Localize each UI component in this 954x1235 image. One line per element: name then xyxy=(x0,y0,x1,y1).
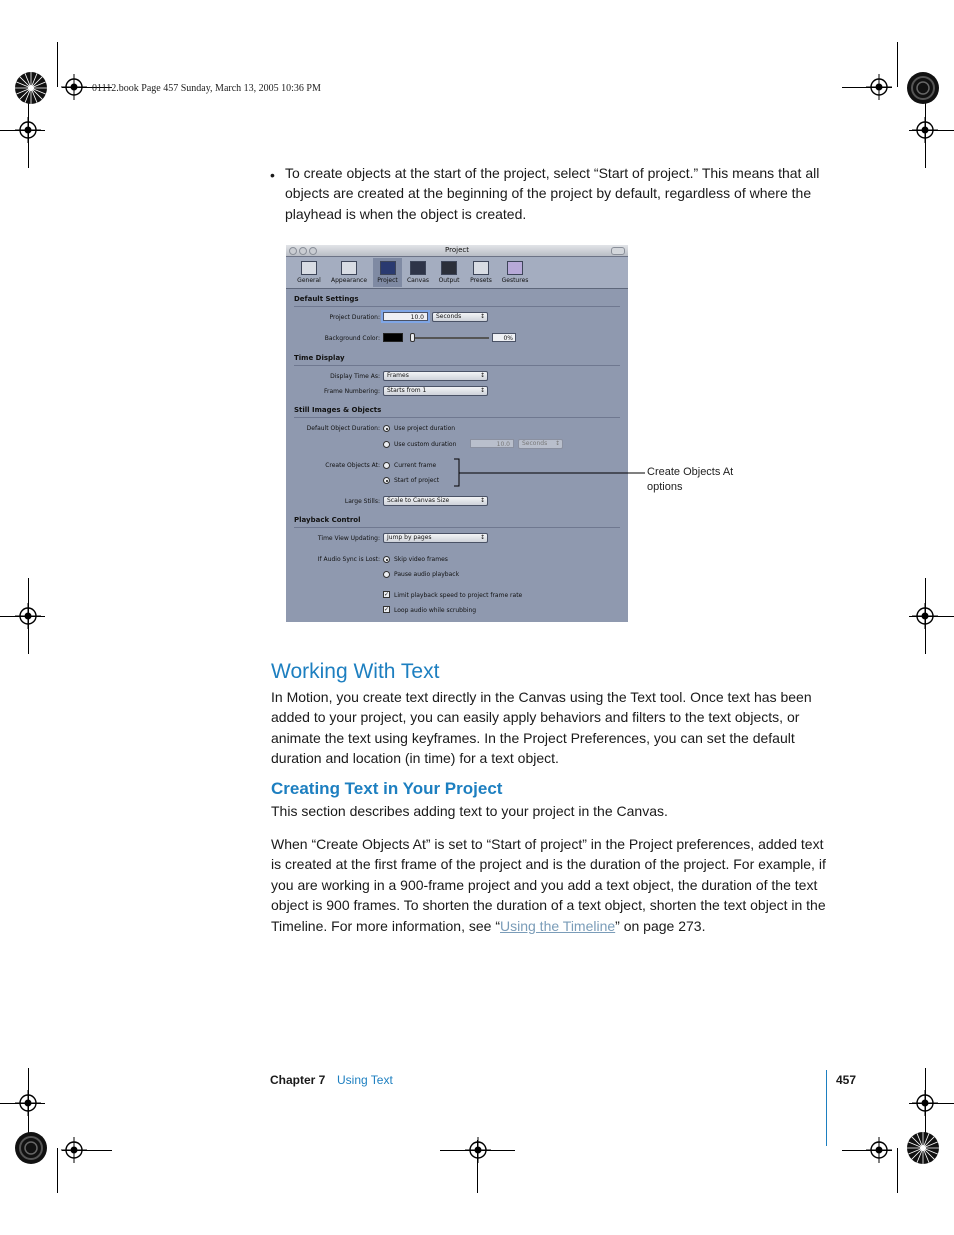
pause-audio-playback-radio[interactable] xyxy=(383,571,390,578)
registration-mark-icon xyxy=(61,1137,87,1163)
footer-chapter: Chapter 7 xyxy=(270,1073,326,1087)
tab-appearance[interactable]: Appearance xyxy=(326,258,372,287)
frame-numbering-popup[interactable]: Starts from 1 ↕ xyxy=(383,386,488,396)
registration-mark-icon xyxy=(912,1090,938,1116)
preferences-toolbar xyxy=(286,257,628,289)
background-color-swatch[interactable] xyxy=(383,333,403,342)
frame-numbering-label: Frame Numbering: xyxy=(323,388,380,395)
use-project-duration-label: Use project duration xyxy=(394,425,456,432)
limit-playback-label: Limit playback speed to project frame rate xyxy=(394,592,523,599)
limit-playback-checkbox[interactable]: ✓ xyxy=(384,591,390,598)
subsection-body: When “Create Objects At” is set to “Start of project” in the Project preferences, added text is created at the first frame of the project and is the duration of the project. For example, if you are working in a 900-frame project and you add a text object, the duration of the text object is 900 frames. To shorten the duration of a text object, shorten the text object in the Timeline. For more information, see “Using the Timeline” on page 273. xyxy=(271,836,826,934)
use-custom-duration-label: Use custom duration xyxy=(394,441,457,448)
section-divider xyxy=(294,527,620,528)
use-project-duration-radio[interactable] xyxy=(383,425,390,432)
general-icon xyxy=(301,261,317,275)
section-divider xyxy=(294,365,620,366)
registration-mark-icon xyxy=(465,1137,491,1163)
section-divider xyxy=(294,306,620,307)
subsection-intro: This section describes adding text to your project in the Canvas. xyxy=(271,803,668,819)
registration-mark-icon xyxy=(912,117,938,143)
tab-general[interactable]: General xyxy=(294,258,324,287)
skip-video-frames-radio[interactable] xyxy=(383,556,390,563)
presets-icon xyxy=(473,261,489,275)
pause-audio-playback-label: Pause audio playback xyxy=(394,571,460,578)
create-objects-at-label: Create Objects At: xyxy=(325,462,380,469)
window-title: Project xyxy=(445,246,469,254)
section-title: Working With Text xyxy=(271,660,440,683)
registration-mark-icon xyxy=(866,74,892,100)
background-color-label: Background Color: xyxy=(324,335,380,342)
color-target-icon xyxy=(14,1131,48,1165)
bullet-marker: • xyxy=(270,167,275,183)
default-settings-heading: Default Settings xyxy=(294,295,359,303)
display-time-as-label: Display Time As: xyxy=(330,373,380,380)
section-divider xyxy=(294,417,620,418)
time-display-heading: Time Display xyxy=(294,354,345,362)
project-duration-field[interactable]: 10.0 xyxy=(383,312,428,321)
output-icon xyxy=(441,261,457,275)
current-frame-radio[interactable] xyxy=(383,462,390,469)
subsection-title: Creating Text in Your Project xyxy=(271,779,503,798)
registration-mark-icon xyxy=(15,603,41,629)
bullet-text: To create objects at the start of the project, select “Start of project.” This means that all objects are created at the beginning of the project by default, regardless of where the playhead is when the object is created. xyxy=(285,165,820,222)
playback-control-heading: Playback Control xyxy=(294,516,361,524)
callout-leader-line xyxy=(452,458,646,488)
toolbar-toggle-icon[interactable] xyxy=(611,247,625,255)
footer-divider xyxy=(826,1070,827,1146)
window-titlebar xyxy=(286,245,628,257)
callout-label: Create Objects At options xyxy=(647,466,734,493)
footer-chapter-title: Using Text xyxy=(337,1073,393,1087)
color-starburst-icon xyxy=(14,71,48,105)
project-duration-label: Project Duration: xyxy=(329,314,380,321)
color-starburst-icon xyxy=(906,1131,940,1165)
use-custom-duration-radio[interactable] xyxy=(383,441,390,448)
loop-audio-checkbox[interactable]: ✓ xyxy=(384,606,390,613)
custom-duration-unit-popup[interactable]: Seconds ↕ xyxy=(518,439,563,449)
print-header: 01112.book Page 457 Sunday, March 13, 2005 10:36 PM xyxy=(92,83,321,94)
project-duration-unit-popup[interactable]: Seconds ↕ xyxy=(432,312,488,322)
tab-project[interactable]: Project xyxy=(373,258,402,287)
default-object-duration-label: Default Object Duration: xyxy=(306,425,380,432)
registration-mark-icon xyxy=(61,74,87,100)
tab-output[interactable]: Output xyxy=(435,258,463,287)
opacity-slider[interactable] xyxy=(411,337,489,339)
loop-audio-label: Loop audio while scrubbing xyxy=(394,607,477,614)
time-view-updating-label: Time View Updating: xyxy=(317,535,380,542)
display-time-as-popup[interactable]: Frames ↕ xyxy=(383,371,488,381)
large-stills-label: Large Stills: xyxy=(344,498,380,505)
appearance-icon xyxy=(341,261,357,275)
opacity-slider-handle[interactable] xyxy=(410,333,415,342)
registration-mark-icon xyxy=(15,117,41,143)
color-target-icon xyxy=(906,71,940,105)
opacity-field[interactable]: 0% xyxy=(492,333,516,342)
registration-mark-icon xyxy=(866,1137,892,1163)
tab-gestures[interactable]: Gestures xyxy=(498,258,532,287)
project-preferences-screenshot xyxy=(286,245,628,622)
using-the-timeline-link[interactable]: Using the Timeline xyxy=(500,917,616,934)
gestures-icon xyxy=(507,261,523,275)
tab-canvas[interactable]: Canvas xyxy=(404,258,432,287)
start-of-project-radio[interactable] xyxy=(383,477,390,484)
time-view-updating-popup[interactable]: Jump by pages ↕ xyxy=(383,533,488,543)
custom-duration-field[interactable]: 10.0 xyxy=(470,439,514,448)
still-images-heading: Still Images & Objects xyxy=(294,406,382,414)
large-stills-popup[interactable]: Scale to Canvas Size ↕ xyxy=(383,496,488,506)
start-of-project-label: Start of project xyxy=(394,477,440,484)
tab-presets[interactable]: Presets xyxy=(466,258,496,287)
current-frame-label: Current frame xyxy=(394,462,437,469)
project-icon xyxy=(380,261,396,275)
registration-mark-icon xyxy=(15,1090,41,1116)
canvas-icon xyxy=(410,261,426,275)
registration-mark-icon xyxy=(912,603,938,629)
skip-video-frames-label: Skip video frames xyxy=(394,556,448,563)
page-number: 457 xyxy=(836,1073,857,1087)
section-paragraph: In Motion, you create text directly in the Canvas using the Text tool. Once text has been added to your project, you can easily apply behaviors and filters to the text objects, or animate the text using keyframes. In the Project Preferences, you can set the default duration and location (in time) for a text object. xyxy=(271,689,812,767)
audio-sync-label: If Audio Sync is Lost: xyxy=(317,556,380,563)
